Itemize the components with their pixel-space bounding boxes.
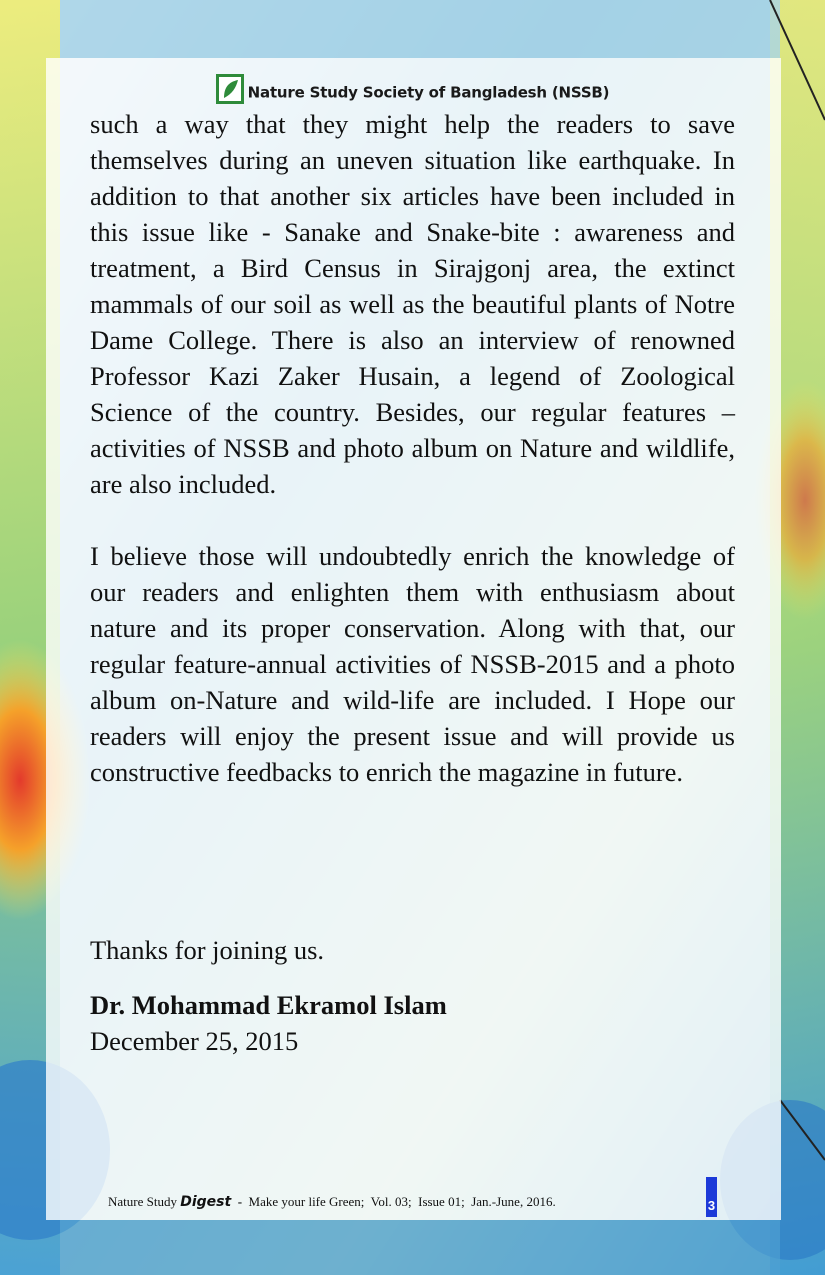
footer-tagline: Make your life Green; [248,1194,365,1209]
body-text [90,106,735,790]
page-number-badge: 3 [706,1177,717,1217]
signature-date: December 25, 2015 [90,1026,299,1056]
footer-volume: Vol. 03; [370,1194,412,1209]
header-title: Nature Study Society of Bangladesh (NSSB) [247,83,610,102]
footer-period: Jan.-June, 2016. [471,1194,556,1209]
page-footer [108,1194,708,1210]
footer-digest: Digest [180,1194,232,1210]
footer-separator: - [237,1194,243,1209]
nssb-logo-icon [216,74,244,104]
footer-issue: Issue 01; [418,1194,465,1209]
paragraph-2: I believe those will undoubtedly enrich the knowledge of our readers and enlighten them with enthusiasm about nature and its proper conservation. Along with that, our regular feature-annual activities of NSSB-2015 and a photo album on-Nature and wild-life are included. I Hope our readers will enjoy the present issue and will provide us constructive feedbacks to enrich the magazine in future. [90,541,735,787]
paragraph-1: such a way that they might help the readers to save themselves during an uneven situation like earthquake. In addition to that another six articles have been included in this issue like - Sanake and Snake-bite : awareness and treatment, a Bird Census in Sirajgonj area, the extinct mammals of our soil as well as the beautiful plants of Notre Dame College. There is also an interview of renowned Professor Kazi Zaker Husain, a legend of Zoological Science of the country. Besides, our regular features – activities of NSSB and photo album on Nature and wildlife, are also included. [90,109,735,499]
page-header [0,78,825,108]
signature-name: Dr. Mohammad Ekramol Islam [90,990,447,1020]
thanks-line: Thanks for joining us. [90,935,325,965]
footer-prefix: Nature Study [108,1194,181,1209]
